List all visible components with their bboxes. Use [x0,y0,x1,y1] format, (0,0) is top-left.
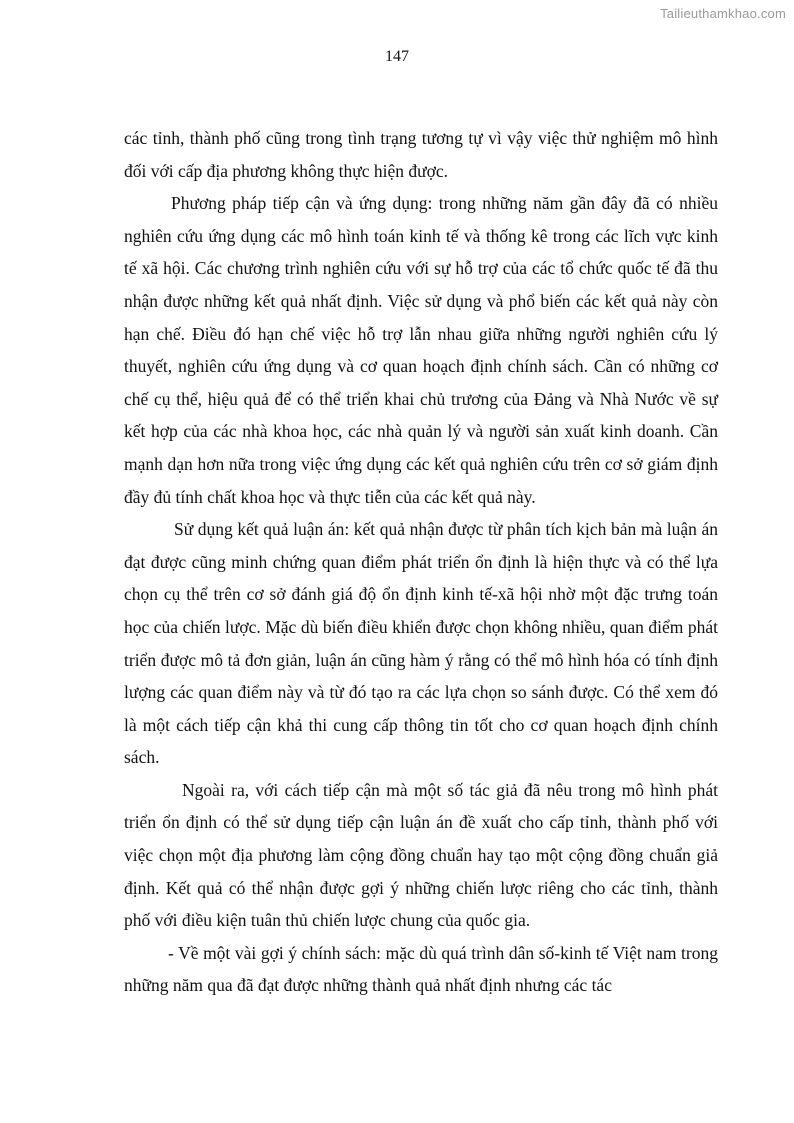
paragraph-continuation: các tỉnh, thành phố cũng trong tình trạng tương tự vì vậy việc thử nghiệm mô hình đối với cấp địa phương không thực hiện được. [124,128,718,181]
page-number: 147 [385,48,409,65]
paragraph-additional: Ngoài ra, với cách tiếp cận mà một số tác giả đã nêu trong mô hình phát triển ổn định có thể sử dụng tiếp cận luận án đề xuất cho cấp tỉnh, thành phố với việc chọn một địa phương làm cộng đồng chuẩn hay tạo một cộng đồng chuẩn giả định. Kết quả có thể nhận được gợi ý những chiến lược riêng cho các tỉnh, thành phố với điều kiện tuân thủ chiến lược chung của quốc gia. [124,779,718,931]
paragraph-policy-suggestions: - Về một vài gợi ý chính sách: mặc dù quá trình dân số-kinh tế Việt nam trong những năm qua đã đạt được những thành quả nhất định nhưng các tác [124,942,718,996]
paragraph-thesis-results: Sử dụng kết quả luận án: kết quả nhận được từ phân tích kịch bản mà luận án đạt được cũng minh chứng quan điểm phát triển ổn định là hiện thực và có thể lựa chọn cụ thể trên cơ sở đánh giá độ ổn định kinh tế-xã hội nhờ một đặc trưng toán học của chiến lược. Mặc dù biến điều khiển được chọn không nhiều, quan điểm phát triển được mô tả đơn giản, luận án cũng hàm ý rằng có thể mô hình hóa có tính định lượng các quan điểm này và từ đó tạo ra các lựa chọn so sánh được. Có thể xem đó là một cách tiếp cận khả thi cung cấp thông tin tốt cho cơ quan hoạch định chính sách. [124,519,718,768]
paragraph-approach-application: Phương pháp tiếp cận và ứng dụng: trong những năm gần đây đã có nhiều nghiên cứu ứng dụng các mô hình toán kinh tế và thống kê trong các lĩch vực kinh tế xã hội. Các chương trình nghiên cứu với sự hỗ trợ của các tổ chức quốc tế đã thu nhận được những kết quả nhất định. Việc sử dụng và phổ biến các kết quả này còn hạn chế. Điều đó hạn chế việc hỗ trợ lẫn nhau giữa những người nghiên cứu lý thuyết, nghiên cứu ứng dụng và cơ quan hoạch định chính sách. Cần có những cơ chế cụ thể, hiệu quả để có thể triển khai chủ trương của Đảng và Nhà Nước về sự kết hợp của các nhà khoa học, các nhà quản lý và người sản xuất kinh doanh. Cần mạnh dạn hơn nữa trong việc ứng dụng các kết quả nghiên cứu trên cơ sở giám định đầy đủ tính chất khoa học và thực tiễn của các kết quả này. [124,193,718,507]
watermark: Tailieuthamkhao.com [660,6,786,21]
document-body [124,122,718,1002]
